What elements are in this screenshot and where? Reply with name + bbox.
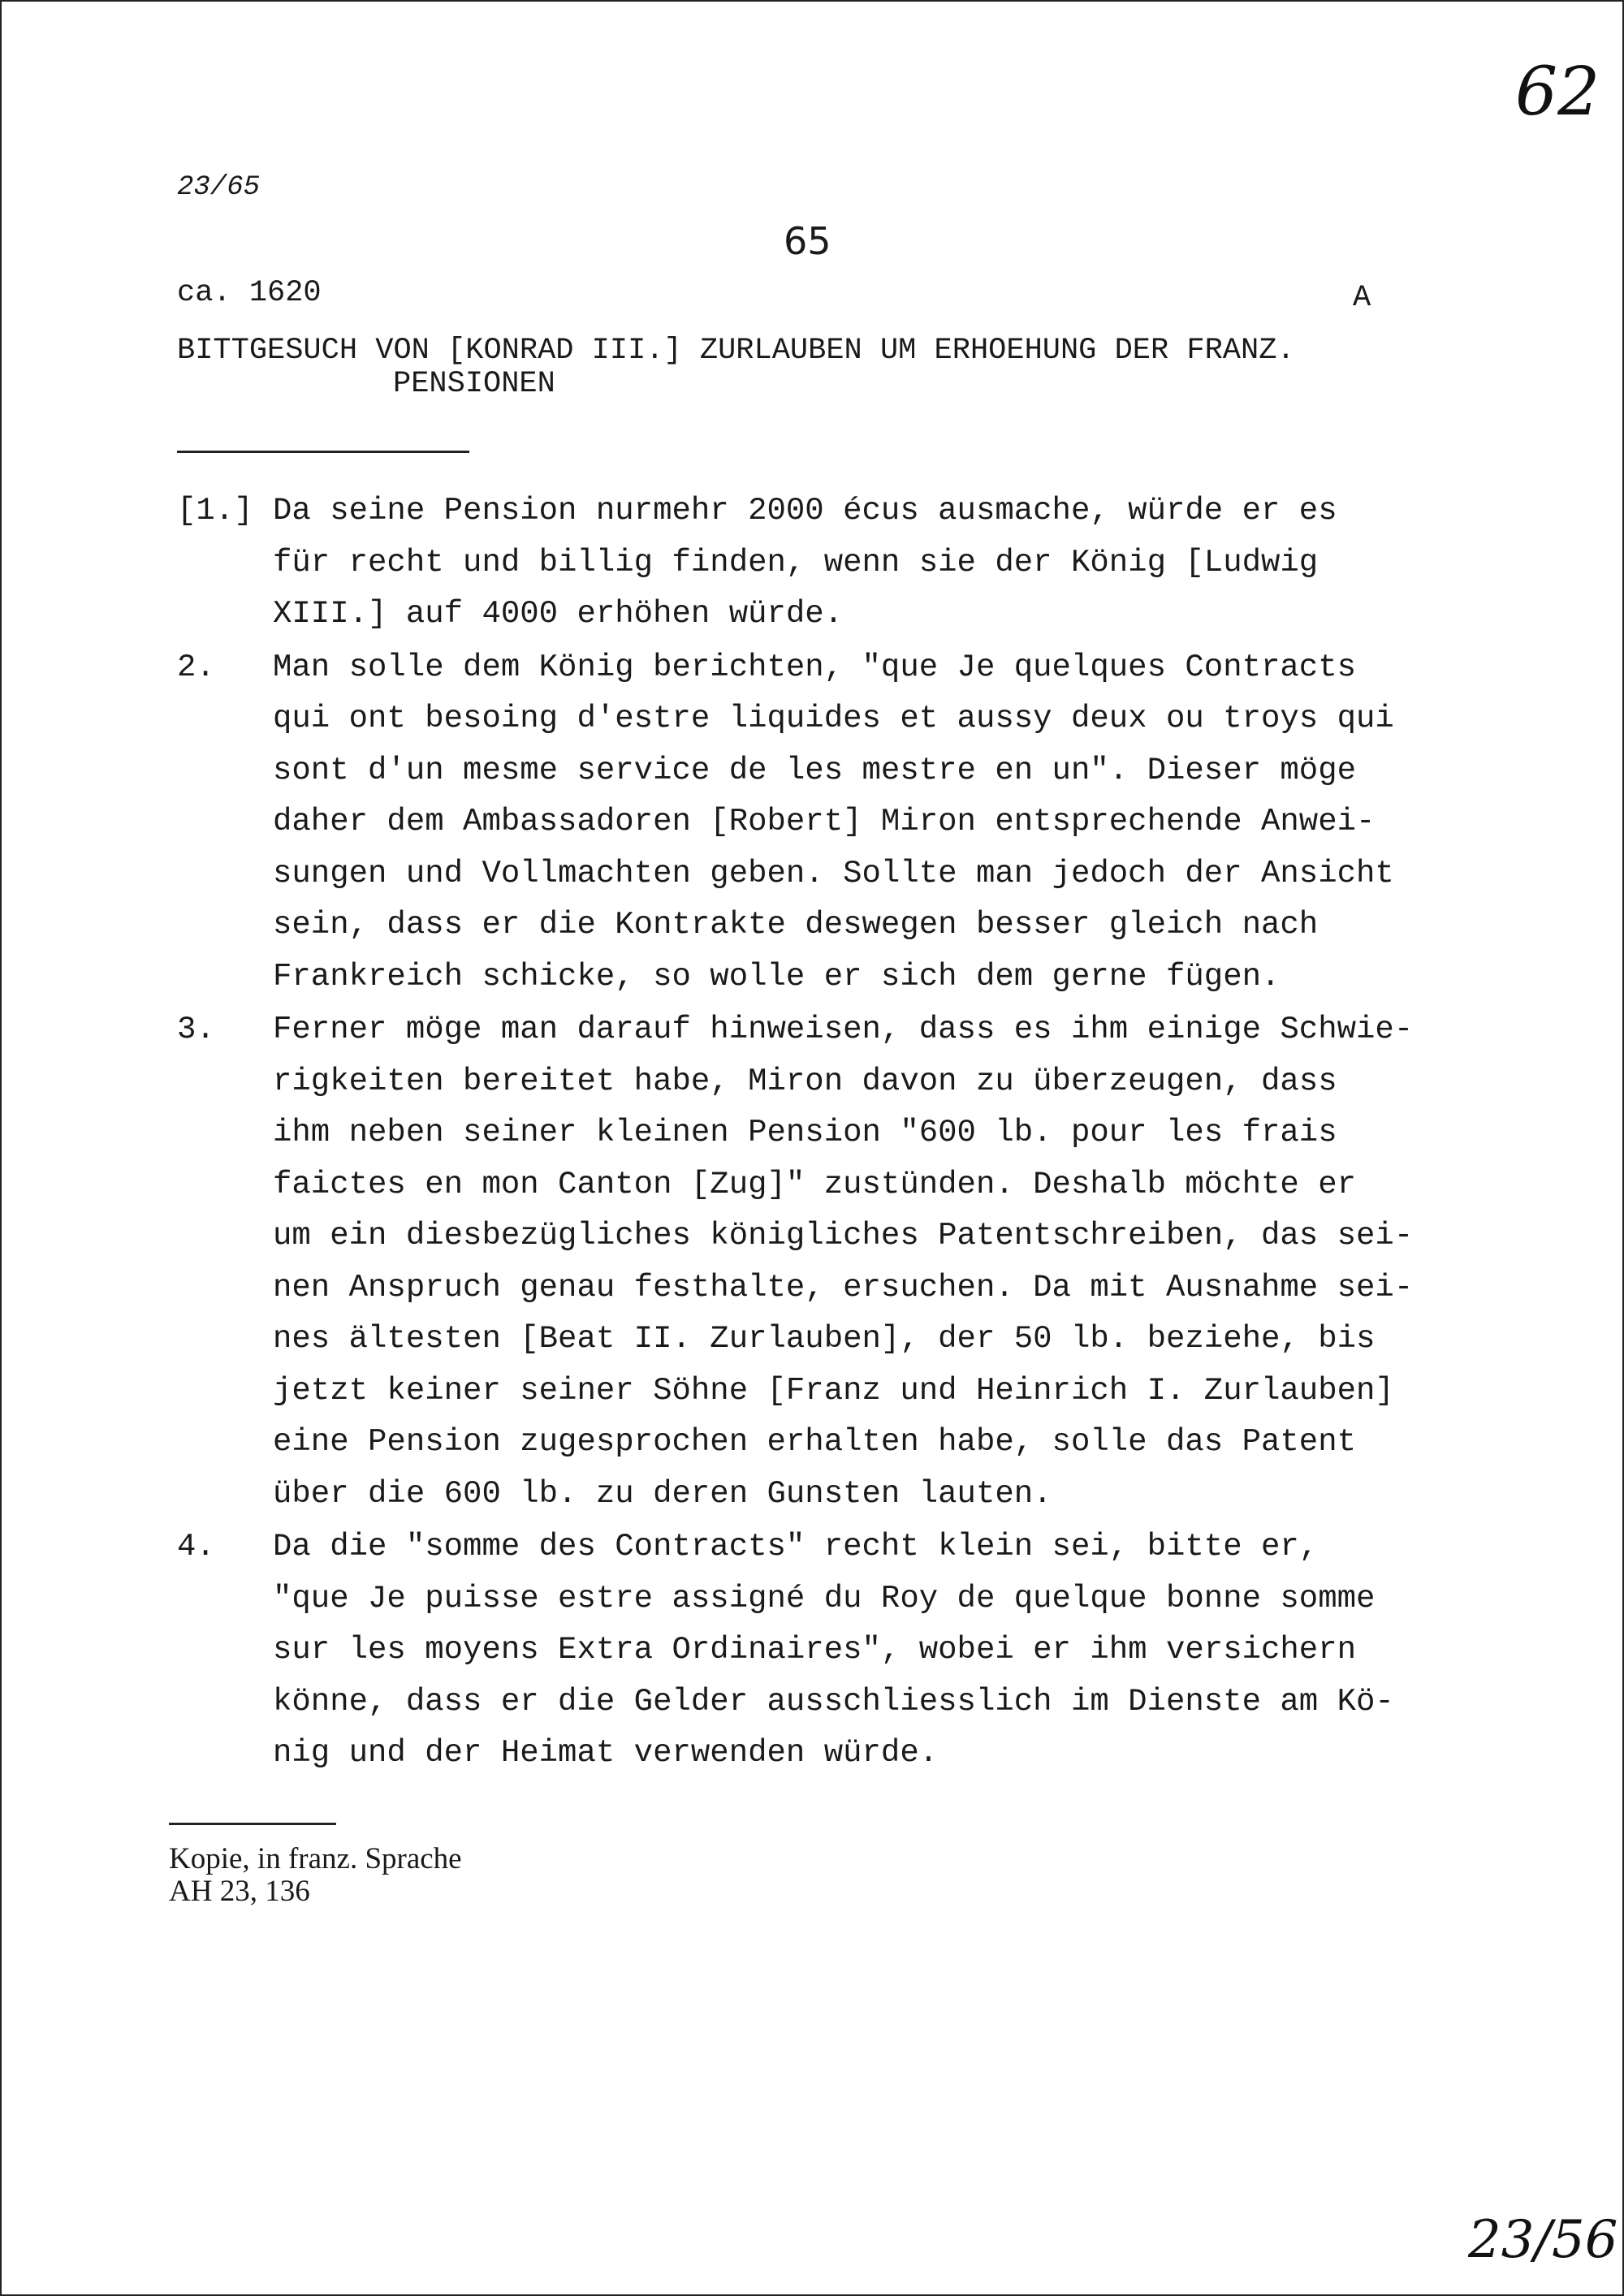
list-item xyxy=(177,1004,1468,1520)
document-title: BITTGESUCH VON [KONRAD III.] ZURLAUBEN UM ERHOEHUNG DER FRANZ. xyxy=(177,334,1295,368)
item-text-line: jetzt keiner seiner Söhne [Franz und Heinrich I. Zurlauben] xyxy=(273,1372,1394,1409)
document-letter: A xyxy=(1353,281,1371,315)
footnote xyxy=(169,1843,462,1908)
footnote-separator xyxy=(169,1823,336,1825)
item-text-line: ihm neben seiner kleinen Pension "600 lb. pour les frais xyxy=(273,1115,1337,1150)
item-text-line: rigkeiten bereitet habe, Miron davon zu überzeugen, dass xyxy=(273,1063,1337,1099)
document-title-line2: PENSIONEN xyxy=(393,367,555,401)
item-text-line: sur les moyens Extra Ordinaires", wobei er ihm versichern xyxy=(273,1632,1357,1668)
item-text-line: Man solle dem König berichten, "que Je quelques Contracts xyxy=(273,649,1357,685)
item-text-line: könne, dass er die Gelder ausschliesslich im Dienste am Kö- xyxy=(273,1683,1394,1720)
title-separator xyxy=(177,451,469,453)
list-item xyxy=(177,642,1468,1003)
item-text-line: Ferner möge man darauf hinweisen, dass es ihm einige Schwie- xyxy=(273,1012,1414,1047)
item-text-line: über die 600 lb. zu deren Gunsten lauten. xyxy=(273,1475,1052,1512)
item-text-line: "que Je puisse estre assigné du Roy de quelque bonne somme xyxy=(273,1580,1376,1616)
item-number: 2. xyxy=(177,649,215,685)
item-text-line: XIII.] auf 4000 erhöhen würde. xyxy=(273,596,844,632)
document-date: ca. 1620 xyxy=(177,276,322,310)
item-text-line: nen Anspruch genau festhalte, ersuchen. Da mit Ausnahme sei- xyxy=(273,1269,1414,1306)
item-text-line: eine Pension zugesprochen erhalten habe, solle das Patent xyxy=(273,1424,1357,1460)
list-item xyxy=(177,1521,1468,1780)
item-text-line: sein, dass er die Kontrakte deswegen besser gleich nach xyxy=(273,907,1319,943)
item-text-line: um ein diesbezügliches königliches Patentschreiben, das sei- xyxy=(273,1218,1414,1254)
item-text-line: Da seine Pension nurmehr 2000 écus ausmache, würde er es xyxy=(273,493,1337,529)
reference-number: 23/65 xyxy=(177,172,261,203)
item-text-line: nes ältesten [Beat II. Zurlauben], der 50 lb. beziehe, bis xyxy=(273,1321,1376,1357)
item-text-line: daher dem Ambassadoren [Robert] Miron entsprechende Anwei- xyxy=(273,804,1376,839)
item-text-line: Frankreich schicke, so wolle er sich dem gerne fügen. xyxy=(273,958,1281,995)
document-number: 65 xyxy=(784,219,831,263)
handwritten-page-number: 62 xyxy=(1515,54,1600,131)
item-text-line: Da die "somme des Contracts" recht klein sei, bitte er, xyxy=(273,1529,1319,1564)
item-list xyxy=(177,486,1468,1781)
item-text-line: nig und der Heimat verwenden würde. xyxy=(273,1735,939,1771)
item-text-line: faictes en mon Canton [Zug]" zustünden. Deshalb möchte er xyxy=(273,1166,1357,1202)
footnote-line: Kopie, in franz. Sprache xyxy=(169,1842,462,1875)
list-item xyxy=(177,486,1468,641)
footnote-line: AH 23, 136 xyxy=(169,1875,310,1908)
item-text-line: für recht und billig finden, wenn sie der König [Ludwig xyxy=(273,544,1319,580)
item-number: 3. xyxy=(177,1012,215,1047)
item-text-line: qui ont besoing d'estre liquides et aussy deux ou troys qui xyxy=(273,701,1394,736)
item-text-line: sont d'un mesme service de les mestre en un". Dieser möge xyxy=(273,752,1357,788)
item-number: 4. xyxy=(177,1529,215,1564)
handwritten-archive-number: 23/56 xyxy=(1468,2210,1618,2270)
item-number: [1.] xyxy=(177,493,253,529)
item-text-line: sungen und Vollmachten geben. Sollte man jedoch der Ansicht xyxy=(273,855,1394,891)
